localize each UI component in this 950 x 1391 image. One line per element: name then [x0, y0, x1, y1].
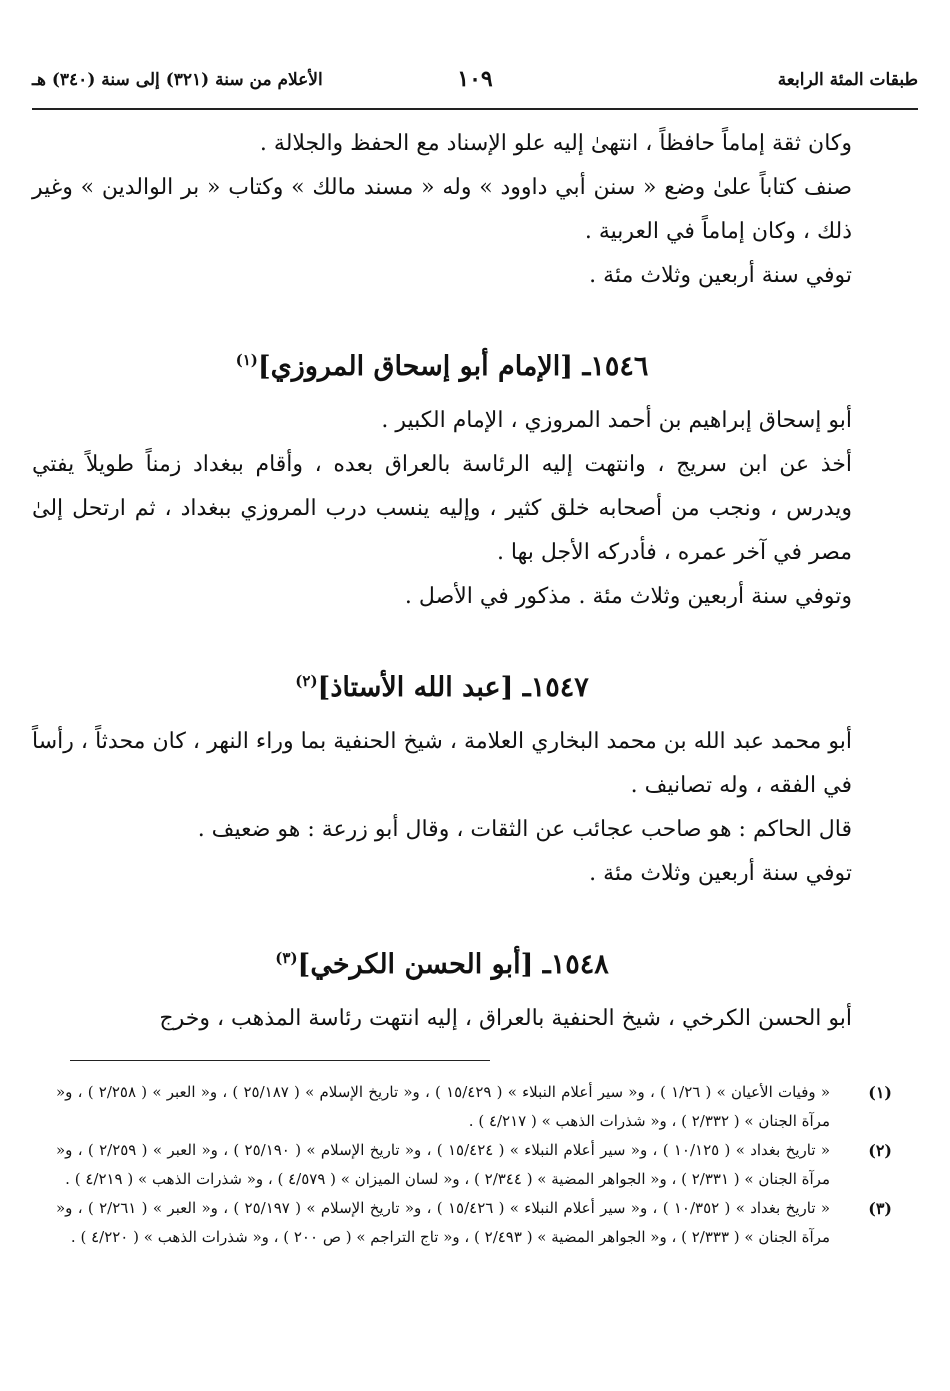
footnote-marker: (٢)	[295, 672, 318, 690]
intro-line: صنف كتاباً علىٰ وضع « سنن أبي داوود » وله « مسند مالك » وكتاب « بر الوالدين » وغير ذلك ، وكان إماماً في العربية .	[32, 175, 852, 244]
footnote-number: (٣)	[868, 1199, 892, 1218]
footnote-marker: (٣)	[275, 949, 298, 967]
entry-paragraph: أبو الحسن الكرخي ، شيخ الحنفية بالعراق ، إليه انتهت رئاسة المذهب ، وخرج	[159, 1006, 852, 1031]
footnote-item	[56, 1194, 892, 1252]
footnote-number: (١)	[868, 1083, 892, 1102]
intro-line: وكان ثقة إماماً حافظاً ، انتهىٰ إليه علو الإسناد مع الحفظ والجلالة .	[259, 131, 852, 156]
running-book-title: طبقات المئة الرابعة	[777, 70, 918, 90]
entry-heading-1547	[32, 659, 852, 710]
entry-paragraph: وتوفي سنة أربعين وثلاث مئة . مذكور في الأصل .	[404, 584, 852, 609]
main-text	[32, 122, 852, 1041]
page-header	[32, 66, 918, 100]
footnote-item	[56, 1078, 892, 1136]
entry-paragraph: أبو إسحاق إبراهيم بن أحمد المروزي ، الإمام الكبير .	[381, 408, 852, 433]
footnote-number: (٢)	[868, 1141, 892, 1160]
entry-heading-text: ١٥٤٨ـ [أبو الحسن الكرخي]	[297, 949, 609, 980]
footnote-text: « تاريخ بغداد » ( ١٠/١٢٥ ) ، و« سير أعلام النبلاء » ( ١٥/٤٢٤ ) ، و« تاريخ الإسلام » ( ٢٥/١٩٠ ) ، و« العبر » ( ٢/٢٥٩ ) ، و« مرآة الجنان » ( ٢/٣٣١ ) ، و« الجواهر المضية » ( ٢/٣٤٤ ) ، و« لسان الميزان » ( ٤/٥٧٩ ) ، و« شذرات الذهب » ( ٤/٢١٩ ) .	[56, 1141, 831, 1188]
footnote-item	[56, 1136, 892, 1194]
footnote-text: « وفيات الأعيان » ( ١/٢٦ ) ، و« سير أعلام النبلاء » ( ١٥/٤٢٩ ) ، و« تاريخ الإسلام » ( ٢٥/١٨٧ ) ، و« العبر » ( ٢/٢٥٨ ) ، و« مرآة الجنان » ( ٢/٣٣٢ ) ، و« شذرات الذهب » ( ٤/٢١٧ ) .	[56, 1083, 831, 1130]
footnote-marker: (١)	[235, 351, 258, 369]
entry-paragraph: قال الحاكم : هو صاحب عجائب عن الثقات ، وقال أبو زرعة : هو ضعيف .	[197, 817, 852, 842]
entry-paragraph: توفي سنة أربعين وثلاث مئة .	[589, 861, 852, 886]
header-divider	[32, 108, 918, 110]
running-section-title: الأعلام من سنة (٣٢١) إلى سنة (٣٤٠) هـ	[32, 70, 323, 90]
intro-line: توفي سنة أربعين وثلاث مئة .	[589, 263, 852, 288]
page-number: ١٠٩	[457, 66, 493, 92]
entry-heading-text: ١٥٤٦ـ [الإمام أبو إسحاق المروزي]	[257, 351, 649, 382]
entry-heading-text: ١٥٤٧ـ [عبد الله الأستاذ]	[317, 672, 589, 703]
footnote-text: « تاريخ بغداد » ( ١٠/٣٥٢ ) ، و« سير أعلام النبلاء » ( ١٥/٤٢٦ ) ، و« تاريخ الإسلام » ( ٢٥/١٩٧ ) ، و« العبر » ( ٢/٢٦١ ) ، و« مرآة الجنان » ( ٢/٣٣٣ ) ، و« الجواهر المضية » ( ٢/٤٩٣ ) ، و« تاج التراجم » ( ص ٢٠٠ ) ، و« شذرات الذهب » ( ٤/٢٢٠ ) .	[56, 1199, 831, 1246]
footnote-divider	[70, 1060, 490, 1061]
entry-heading-1548	[32, 936, 852, 987]
entry-paragraph: أبو محمد عبد الله بن محمد البخاري العلامة ، شيخ الحنفية بما وراء النهر ، كان محدثاً ، رأساً في الفقه ، وله تصانيف .	[32, 729, 852, 798]
entry-paragraph: أخذ عن ابن سريج ، وانتهت إليه الرئاسة بالعراق بعده ، وأقام ببغداد زمناً طويلاً يفتي ويدرس ، ونجب من أصحابه خلق كثير ، وإليه ينسب درب المروزي ببغداد ، ثم ارتحل إلىٰ مصر في آخر عمره ، فأدركه الأجل بها .	[32, 452, 852, 565]
footnotes	[56, 1078, 892, 1252]
entry-heading-1546	[32, 338, 852, 389]
